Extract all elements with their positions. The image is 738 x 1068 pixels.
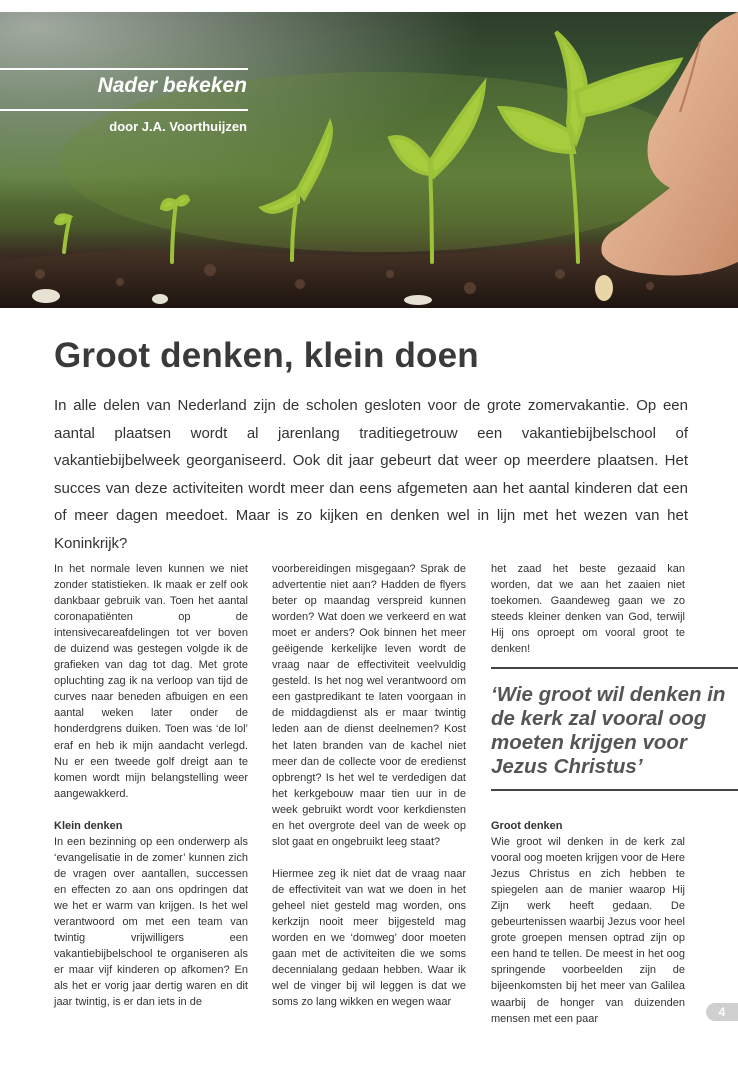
pull-quote-rule-bottom [491,789,738,791]
column-1-paragraph-2: In een bezinning op een onderwerp als ‘evangelisatie in de zomer’ kunnen zich de vragen over aantallen, successen en effecten zo aan ons opdringen dat we het er warm van krijgen. Is het wel verantwoord om met een team van twintig vrijwilligers een vakantiebijbelschool te organiseren als er maar vijf kinderen op afkomen? En als het er vorig jaar dertig waren en dit jaar twintig, is er dan iets in de [54,835,248,1009]
article-title: Groot denken, klein doen [54,336,479,375]
seedlings-illustration [0,12,738,308]
kicker-rule-bottom [0,109,248,111]
section-kicker: Nader bekeken [97,74,247,97]
column-3-bottom [491,818,685,1027]
column-2-paragraph-2: Hiermee zeg ik niet dat de vraag naar de effectiviteit van wat we doen in het geheel niet gesteld mag worden, ons kerkzijn nooit meer bijgesteld mag worden en we ‘domweg’ door moeten gaan met de activiteiten die we soms decennialang gedaan hebben. Waar ik wel de vinger bij wil leggen is dat we soms zo lang wikken en wegen waar [272,867,466,1009]
page-number: 4 [706,1003,738,1021]
pull-quote: ‘Wie groot wil denken in de kerk zal vooral oog moeten krijgen voor Jezus Christus’ [491,683,726,778]
article-intro: In alle delen van Nederland zijn de scholen gesloten voor de grote zomervakantie. Op een aantal plaatsen wordt al jarenlang traditiegetrouw een vakantiebijbelschool of vakantiebijbelweek georganiseerd. Ook dit jaar gebeurt dat weer op meerdere plaatsen. Het succes van deze activiteiten wordt meer dan eens afgemeten aan het aantal kinderen dat een of meer dagen meedoet. Maar is zo kijken en denken wel in lijn met het wezen van het Koninkrijk? [54,397,688,552]
section-heading-klein-denken: Klein denken [54,819,123,832]
column-2-paragraph-1: voorbereidingen misgegaan? Sprak de advertentie niet aan? Hadden de flyers beter op maandag verspreid kunnen worden? Wat doen we verkeerd en wat moet er anders? Ook binnen het meer geëigende kerkelijke leven wordt de vraag naar de effectiviteit veelvuldig gesteld. Is het nog wel verantwoord om een gastpredikant te laten voorgaan in de middagdienst als er maar twintig leden aan de dienst deelnemen? Kost het laten branden van de kachel niet meer dan de collecte voor de eredienst opbrengt? Is het wel te verdedigen dat het kerkgebouw maar tien uur in de week gebruikt wordt voor kerkdiensten en het overgrote deel van de week op slot gaat en ongebruikt leeg staat? [272,563,466,848]
header-photo-seedlings [0,12,738,308]
column-3-paragraph-2: Wie groot wil denken in de kerk zal vooral oog moeten krijgen voor de Here Jezus Christus en zich hebben te spiegelen aan de manier waarop Hij Zijn werk heeft gedaan. De gebeurtenissen waarbij Jezus voor heel grote groepen mensen optrad zijn op een hand te tellen. De meest in het oog springende voorbeelden zijn de bijeenkomsten bij het meer van Galilea waarbij de honger van duizenden mensen met een paar [491,836,685,1025]
column-1-paragraph-1: In het normale leven kunnen we niet zonder statistieken. Ik maak er zelf ook dankbaar gebruik van. Toen het aantal coronapatiënten op de intensivecareafdelingen tot ver boven de duizend was gestegen volgde ik de grafieken van dag tot dag. Met grote opluchting zag ik na verloop van tijd de curves naar beneden afbuigen en een aantal weken later onder de honderdgrens duiken. Toen was ‘de lol’ eraf en heb ik mijn aandacht verlegd. Nu er een tweede golf dreigt aan te komen wordt mijn belangstelling weer aangewakkerd. [54,563,248,800]
column-3-top [491,561,685,657]
column-3-paragraph-1: het zaad het beste gezaaid kan worden, dat we aan het zaaien niet toekomen. Gaandeweg gaan we zo steeds kleiner denken van God, terwijl Hij ons oproept om vooral groot te denken! [491,563,685,656]
section-heading-groot-denken: Groot denken [491,820,563,832]
kicker-rule-top [0,68,248,70]
author-byline: door J.A. Voorthuijzen [109,119,247,134]
column-2 [272,561,466,1010]
column-1 [54,561,248,1010]
pull-quote-rule-top [491,667,738,669]
